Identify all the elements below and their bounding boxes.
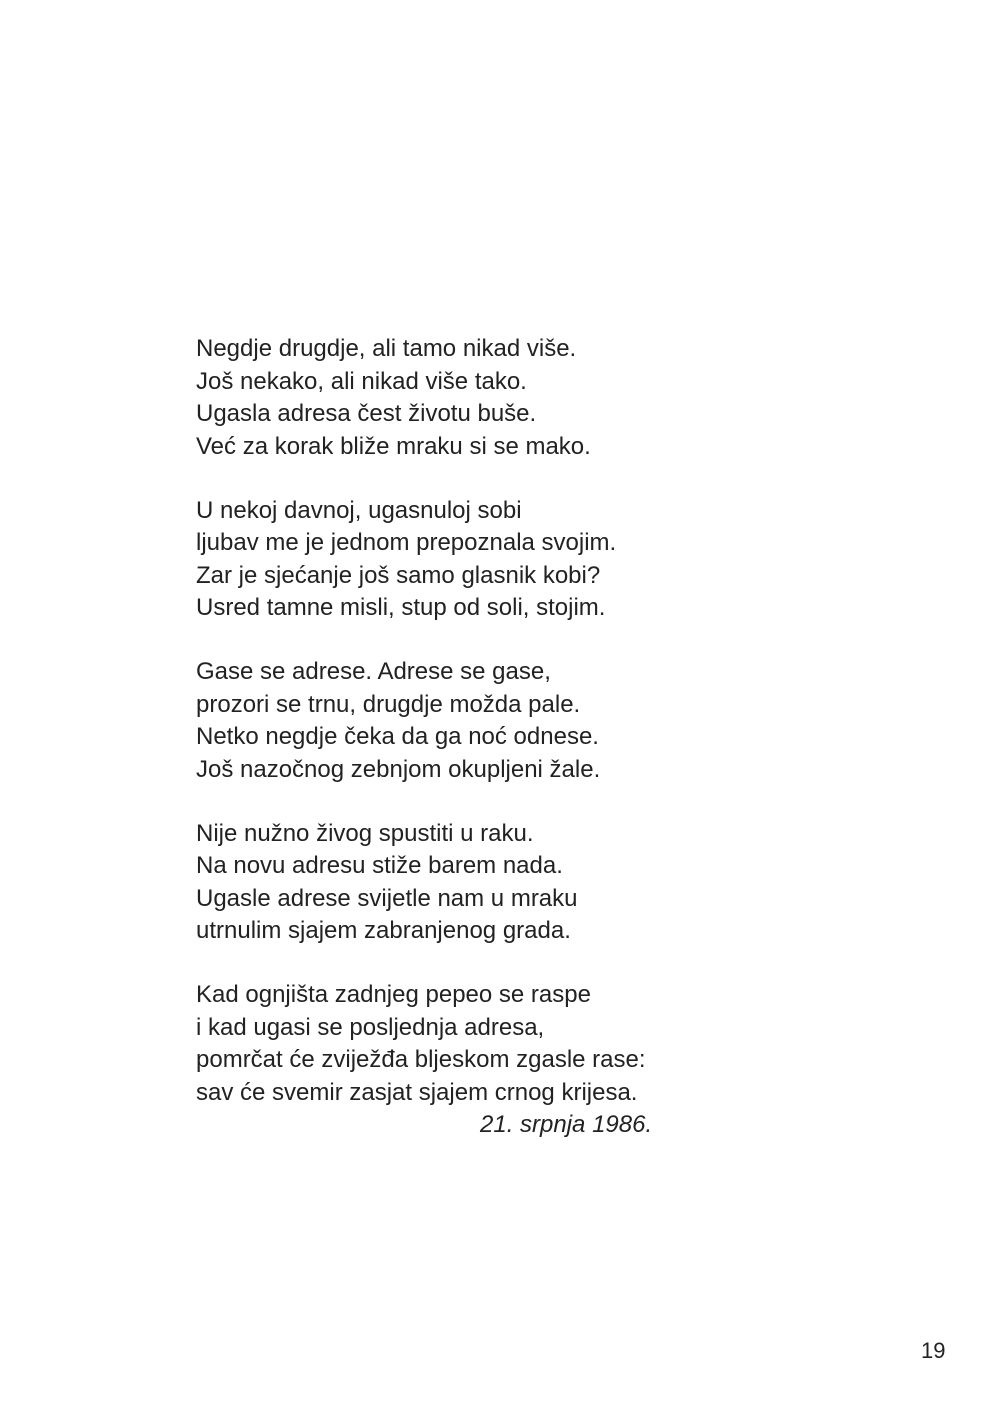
poem — [196, 333, 836, 1142]
poem-line: utrnulim sjajem zabranjenog grada. — [196, 917, 571, 944]
poem-line: prozori se trnu, drugdje možda pale. — [196, 690, 581, 718]
poem-line: U nekoj davnoj, ugasnuloj sobi — [196, 496, 522, 524]
poem-line: i kad ugasi se posljednja adresa, — [196, 1013, 545, 1041]
poem-line: Ugasla adresa čest životu buše. — [196, 400, 537, 427]
poem-line: Još nazočnog zebnjom okupljeni žale. — [196, 755, 601, 783]
poem-line: Zar je sjećanje još samo glasnik kobi? — [196, 561, 601, 589]
poem-date: 21. srpnja 1986. — [480, 1111, 653, 1138]
poem-line: Još nekako, ali nikad više tako. — [196, 367, 527, 395]
poem-line: Već za korak bliže mraku si se mako. — [196, 432, 591, 460]
stanza-2 — [196, 495, 836, 625]
page-number: 19 — [921, 1338, 946, 1363]
stanza-3 — [196, 656, 836, 786]
poem-line: Kad ognjišta zadnjeg pepeo se raspe — [196, 981, 591, 1008]
poem-line: pomrčat će zviježđa bljeskom zgasle rase: — [196, 1046, 646, 1073]
poem-line: ljubav me je jednom prepoznala svojim. — [196, 529, 617, 556]
poem-line: Nije nužno živog spustiti u raku. — [196, 819, 534, 847]
poem-line: sav će svemir zasjat sjajem crnog krijesa. — [196, 1078, 638, 1106]
stanza-1 — [196, 333, 836, 463]
poem-line: Netko negdje čeka da ga noć odnese. — [196, 723, 599, 750]
stanza-5 — [196, 979, 836, 1142]
poem-line: Gase se adrese. Adrese se gase, — [196, 658, 551, 685]
poem-line: Usred tamne misli, stup od soli, stojim. — [196, 594, 606, 621]
poem-line: Ugasle adrese svijetle nam u mraku — [196, 884, 578, 912]
poem-line: Negdje drugdje, ali tamo nikad više. — [196, 335, 577, 362]
stanza-4 — [196, 818, 836, 948]
poem-line: Na novu adresu stiže barem nada. — [196, 852, 563, 879]
